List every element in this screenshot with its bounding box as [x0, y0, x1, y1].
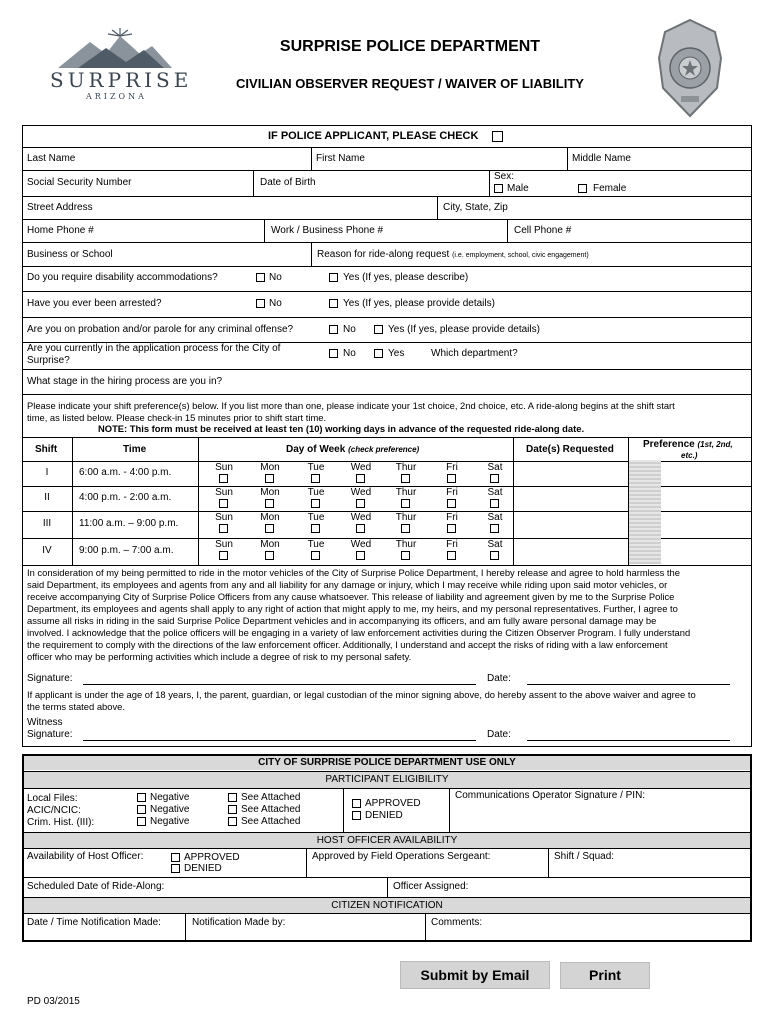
waiver-line: said Department, its employees and agents from any and all liability for any damage or injury, which I may receive while riding upon said motor vehicles, or	[27, 579, 668, 590]
eligibility-denied-checkbox[interactable]	[352, 811, 361, 820]
day-label: Tue	[307, 487, 325, 498]
day-label: Sat	[487, 487, 503, 498]
crim-hist-label: Crim. Hist. (III):	[27, 817, 95, 828]
form-id: PD 03/2015	[27, 996, 80, 1007]
reason-note: (i.e. employment, school, civic engagement)	[452, 252, 589, 259]
witness-date-label: Date:	[487, 729, 511, 740]
day-checkbox[interactable]	[401, 524, 410, 533]
shift-number: III	[42, 518, 52, 529]
eligibility-header: PARTICIPANT ELIGIBILITY	[24, 772, 750, 788]
local-files-label: Local Files:	[27, 793, 78, 804]
day-checkbox[interactable]	[401, 474, 410, 483]
female-checkbox[interactable]	[578, 184, 587, 193]
notification-by-field[interactable]: Notification Made by:	[192, 917, 286, 928]
citizen-notification-header: CITIZEN NOTIFICATION	[24, 898, 750, 913]
day-label: Thur	[395, 462, 417, 473]
day-label: Thur	[395, 487, 417, 498]
col-pref-note-1: (1st, 2nd,	[697, 440, 733, 449]
arrested-no-checkbox[interactable]	[256, 299, 265, 308]
witness-signature-line[interactable]	[83, 740, 476, 741]
minor-assent-line2: the terms stated above.	[27, 701, 125, 712]
middle-name-field[interactable]: Middle Name	[572, 153, 631, 164]
acic-attached-checkbox[interactable]	[228, 805, 237, 814]
print-button[interactable]: Print	[560, 962, 650, 989]
day-label: Mon	[260, 487, 280, 498]
day-checkbox[interactable]	[356, 474, 365, 483]
police-badge	[655, 18, 725, 118]
reason-field[interactable]	[317, 249, 589, 260]
day-label: Mon	[260, 539, 280, 550]
male-label: Male	[507, 183, 529, 194]
local-attached-label: See Attached	[241, 792, 301, 803]
day-label: Sat	[487, 462, 503, 473]
shift-squad-field[interactable]: Shift / Squad:	[554, 851, 615, 862]
col-pref-note-2: etc.)	[681, 451, 698, 460]
disability-yes-label: Yes (If yes, please describe)	[343, 272, 469, 283]
approved-by-sergeant-field[interactable]: Approved by Field Operations Sergeant:	[312, 851, 491, 862]
cell-phone-field[interactable]: Cell Phone #	[514, 225, 572, 236]
day-label: Fri	[446, 512, 458, 523]
disability-no-label: No	[269, 272, 282, 283]
day-label: Sun	[215, 539, 233, 550]
local-negative-label: Negative	[150, 792, 190, 803]
day-checkbox[interactable]	[401, 499, 410, 508]
page-subtitle: CIVILIAN OBSERVER REQUEST / WAIVER OF LIABILITY	[236, 76, 584, 91]
day-checkbox[interactable]	[401, 551, 410, 560]
day-checkbox[interactable]	[265, 524, 274, 533]
logo-subtext: ARIZONA	[86, 92, 147, 101]
reason-label: Reason for ride-along request	[317, 249, 450, 260]
day-label: Thur	[395, 539, 417, 550]
signature-line[interactable]	[83, 684, 476, 685]
eligibility-approved-checkbox[interactable]	[352, 799, 361, 808]
shift-time: 11:00 a.m. – 9:00 p.m.	[79, 518, 179, 529]
mountain-logo-icon	[48, 28, 178, 70]
female-label: Female	[593, 183, 627, 194]
acic-negative-label: Negative	[150, 804, 190, 815]
day-checkbox[interactable]	[490, 474, 499, 483]
signature-date-label: Date:	[487, 673, 511, 684]
col-shift-header: Shift	[35, 444, 58, 455]
shift-instructions-line2: time, as listed below. Please check-in 15 minutes prior to shift start time.	[27, 412, 327, 423]
eligibility-denied-label: DENIED	[365, 810, 403, 821]
host-approved-checkbox[interactable]	[171, 853, 180, 862]
host-denied-label: DENIED	[184, 863, 222, 874]
comm-operator-signature-field[interactable]: Communications Operator Signature / PIN:	[455, 790, 646, 801]
officer-assigned-field[interactable]: Officer Assigned:	[393, 881, 469, 892]
day-checkbox[interactable]	[447, 551, 456, 560]
day-checkbox[interactable]	[265, 499, 274, 508]
witness-label: Witness	[27, 717, 63, 728]
dates-requested-cell[interactable]	[515, 539, 626, 564]
day-checkbox[interactable]	[219, 524, 228, 533]
day-label: Mon	[260, 512, 280, 523]
day-checkbox[interactable]	[490, 551, 499, 560]
scheduled-date-field[interactable]: Scheduled Date of Ride-Along:	[27, 881, 165, 892]
street-address-field[interactable]: Street Address	[27, 202, 93, 213]
crim-attached-checkbox[interactable]	[228, 817, 237, 826]
waiver-line: assume all risks in riding in the said Surprise Police Department vehicles and in accompanying its officers, and am fully aware personal damage may be	[27, 615, 657, 626]
shift-number: II	[44, 492, 50, 503]
probation-yes-label: Yes (If yes, please provide details)	[388, 324, 540, 335]
col-day-header	[286, 444, 419, 455]
logo-wordmark: SURPRISE	[50, 68, 193, 92]
first-name-field[interactable]: First Name	[316, 153, 365, 164]
disability-yes-checkbox[interactable]	[329, 273, 338, 282]
disability-question: Do you require disability accommodations?	[27, 272, 218, 283]
male-checkbox[interactable]	[494, 184, 503, 193]
office-use-title: CITY OF SURPRISE POLICE DEPARTMENT USE ONLY	[24, 756, 750, 770]
day-checkbox[interactable]	[356, 524, 365, 533]
day-label: Wed	[350, 512, 372, 523]
dob-field[interactable]: Date of Birth	[260, 177, 316, 188]
col-dates-header: Date(s) Requested	[526, 444, 614, 455]
day-checkbox[interactable]	[311, 524, 320, 533]
day-checkbox[interactable]	[265, 551, 274, 560]
crim-negative-checkbox[interactable]	[137, 817, 146, 826]
day-label: Mon	[260, 462, 280, 473]
day-checkbox[interactable]	[356, 499, 365, 508]
day-label: Fri	[446, 462, 458, 473]
last-name-field[interactable]: Last Name	[27, 153, 76, 164]
day-label: Sat	[487, 539, 503, 550]
col-pref-label: Preference	[643, 439, 695, 450]
day-checkbox[interactable]	[490, 499, 499, 508]
day-checkbox[interactable]	[265, 474, 274, 483]
city-logo	[48, 28, 193, 103]
col-pref-header	[643, 439, 733, 450]
col-time-header: Time	[123, 444, 147, 455]
day-checkbox[interactable]	[219, 474, 228, 483]
waiver-line: involved. I acknowledge that the police officers will be engaging in a variety of law enforcement activities during the Citizen Observer Program. I fully understand	[27, 627, 691, 638]
application-no-checkbox[interactable]	[329, 349, 338, 358]
day-label: Sun	[215, 462, 233, 473]
probation-yes-checkbox[interactable]	[374, 325, 383, 334]
police-applicant-label: IF POLICE APPLICANT, PLEASE CHECK	[268, 130, 479, 142]
waiver-line: the requirement to comply with the directions of the law enforcement officer. Additionally, I understand and accept the risks of riding with a law enforcement	[27, 639, 668, 650]
day-checkbox[interactable]	[219, 551, 228, 560]
business-school-field[interactable]: Business or School	[27, 249, 113, 260]
application-question-line1: Are you currently in the application process for the City of	[27, 343, 281, 354]
probation-no-checkbox[interactable]	[329, 325, 338, 334]
col-day-label: Day of Week	[286, 444, 346, 455]
dates-requested-cell[interactable]	[515, 462, 626, 485]
shift-time: 4:00 p.m. - 2:00 a.m.	[79, 492, 172, 503]
day-label: Tue	[307, 539, 325, 550]
day-checkbox[interactable]	[490, 524, 499, 533]
day-checkbox[interactable]	[356, 551, 365, 560]
waiver-line: officer who may be performing activities which include a degree of risk to my personal safety.	[27, 651, 412, 662]
day-label: Fri	[446, 539, 458, 550]
shift-time: 9:00 p.m. – 7:00 a.m.	[79, 545, 174, 556]
day-label: Sat	[487, 512, 503, 523]
acic-label: ACIC/NCIC:	[27, 805, 81, 816]
minor-assent-line1: If applicant is under the age of 18 years, I, the parent, guardian, or legal custodian of the minor signing above, do hereby assent to the above waiver and agree to	[27, 689, 696, 700]
notification-date-field[interactable]: Date / Time Notification Made:	[27, 917, 161, 928]
day-label: Wed	[350, 487, 372, 498]
preference-shaded-area	[629, 460, 661, 564]
signature-label: Signature:	[27, 673, 73, 684]
waiver-line: receive accompanying City of Surprise Police Officers from any cause whatsoever. This release of liability and agreement given by me to the Surprise Police	[27, 591, 675, 602]
crim-attached-label: See Attached	[241, 816, 301, 827]
host-officer-header: HOST OFFICER AVAILABILITY	[24, 833, 750, 848]
shift-number: I	[45, 467, 49, 478]
shift-note: NOTE: This form must be received at least ten (10) working days in advance of the requested ride-along date.	[98, 423, 585, 434]
waiver-line: Department, its employees and agents shall apply to any right of action that might apply to me, my heirs, and my personal representatives. Further, I agree to	[27, 603, 678, 614]
day-label: Tue	[307, 512, 325, 523]
which-department-label[interactable]: Which department?	[431, 348, 518, 359]
signature-date-line[interactable]	[527, 684, 730, 685]
day-checkbox[interactable]	[311, 499, 320, 508]
acic-negative-checkbox[interactable]	[137, 805, 146, 814]
day-label: Sun	[215, 487, 233, 498]
disability-no-checkbox[interactable]	[256, 273, 265, 282]
police-badge-icon	[655, 18, 725, 118]
arrested-question: Have you ever been arrested?	[27, 298, 162, 309]
day-checkbox[interactable]	[311, 551, 320, 560]
day-checkbox[interactable]	[219, 499, 228, 508]
probation-no-label: No	[343, 324, 356, 335]
probation-question: Are you on probation and/or parole for any criminal offense?	[27, 324, 294, 335]
acic-attached-label: See Attached	[241, 804, 301, 815]
waiver-line: In consideration of my being permitted to ride in the motor vehicles of the City of Surprise Police Department, I hereby release and agree to hold harmless the	[27, 567, 680, 578]
host-approved-label: APPROVED	[184, 852, 240, 863]
day-label: Wed	[350, 462, 372, 473]
day-label: Thur	[395, 512, 417, 523]
day-checkbox[interactable]	[447, 499, 456, 508]
application-yes-checkbox[interactable]	[374, 349, 383, 358]
application-question-line2: Surprise?	[27, 355, 70, 366]
dates-requested-cell[interactable]	[515, 512, 626, 537]
arrested-no-label: No	[269, 298, 282, 309]
sex-label: Sex:	[494, 171, 515, 182]
ssn-field[interactable]: Social Security Number	[27, 177, 132, 188]
shift-time: 6:00 a.m. - 4:00 p.m.	[79, 467, 172, 478]
page-title: SURPRISE POLICE DEPARTMENT	[279, 38, 541, 55]
comments-field[interactable]: Comments:	[431, 917, 483, 928]
work-phone-field[interactable]: Work / Business Phone #	[271, 225, 384, 236]
shift-instructions-line1: Please indicate your shift preference(s) below. If you list more than one, please indicate your 1st choice, 2nd choice, etc. A ride-along begins at the shift start	[27, 400, 675, 411]
day-label: Sun	[215, 512, 233, 523]
day-label: Wed	[350, 539, 372, 550]
witness-signature-label: Signature:	[27, 729, 73, 740]
day-checkbox[interactable]	[447, 524, 456, 533]
witness-date-line[interactable]	[527, 740, 730, 741]
eligibility-approved-label: APPROVED	[365, 798, 421, 809]
hiring-stage-field[interactable]: What stage in the hiring process are you in?	[27, 376, 223, 387]
arrested-yes-checkbox[interactable]	[329, 299, 338, 308]
day-checkbox[interactable]	[447, 474, 456, 483]
application-no-label: No	[343, 348, 356, 359]
home-phone-field[interactable]: Home Phone #	[27, 225, 94, 236]
col-day-note: (check preference)	[348, 445, 420, 454]
host-denied-checkbox[interactable]	[171, 864, 180, 873]
local-negative-checkbox[interactable]	[137, 793, 146, 802]
arrested-yes-label: Yes (If yes, please provide details)	[343, 298, 495, 309]
dates-requested-cell[interactable]	[515, 487, 626, 510]
day-label: Tue	[307, 462, 325, 473]
application-yes-label: Yes	[388, 348, 405, 359]
shift-number: IV	[42, 545, 52, 556]
host-availability-label: Availability of Host Officer:	[27, 851, 144, 862]
submit-by-email-button[interactable]: Submit by Email	[400, 961, 550, 989]
city-state-zip-field[interactable]: City, State, Zip	[443, 202, 508, 213]
day-checkbox[interactable]	[311, 474, 320, 483]
local-attached-checkbox[interactable]	[228, 793, 237, 802]
day-label: Fri	[446, 487, 458, 498]
police-applicant-checkbox[interactable]	[492, 131, 503, 142]
crim-negative-label: Negative	[150, 816, 190, 827]
